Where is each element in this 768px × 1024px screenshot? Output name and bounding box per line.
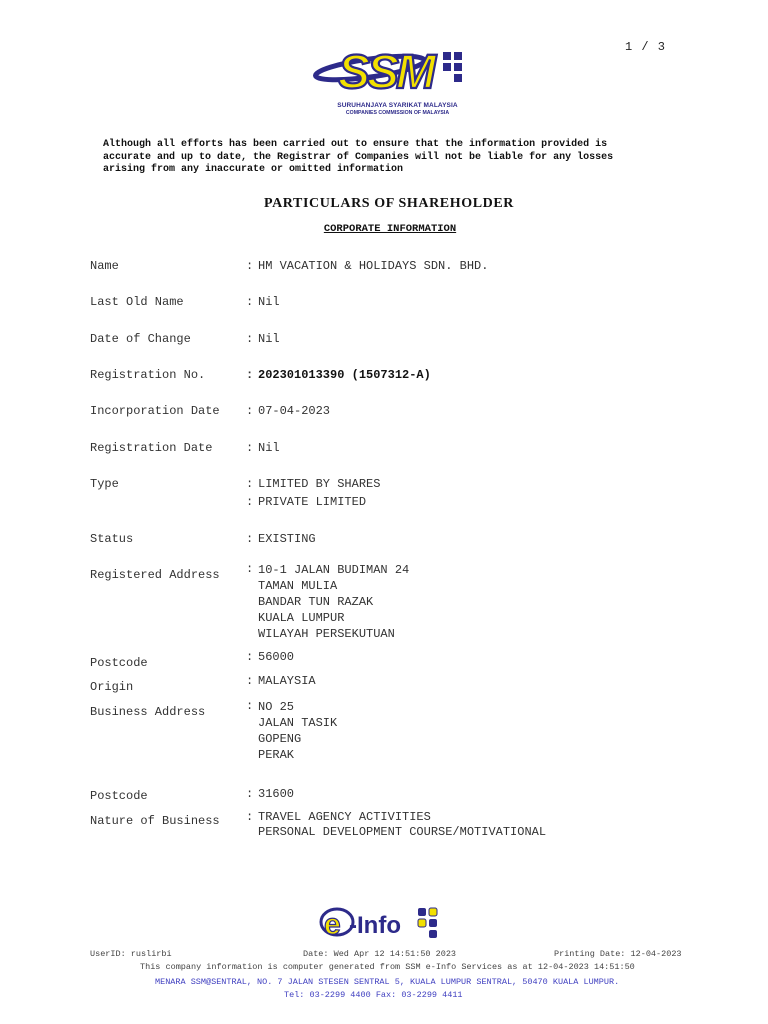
einfo-logo bbox=[318, 900, 458, 944]
footer-generated-note: This company information is computer generated from SSM e-Info Services as at 12-04-2023 14:51:50 bbox=[140, 962, 635, 972]
section-title: CORPORATE INFORMATION bbox=[323, 223, 457, 235]
address-line: KUALA LUMPUR bbox=[258, 611, 345, 625]
colon: : bbox=[246, 495, 254, 509]
footer-date: Date: Wed Apr 12 14:51:50 2023 bbox=[303, 949, 457, 959]
svg-text:e: e bbox=[324, 908, 341, 941]
disclaimer bbox=[103, 139, 663, 177]
address-line: TAMAN MULIA bbox=[258, 579, 338, 593]
colon: : bbox=[246, 404, 254, 418]
colon: : bbox=[246, 295, 254, 309]
address-line: JALAN TASIK bbox=[258, 716, 338, 730]
colon: : bbox=[246, 332, 254, 346]
svg-text:SSM: SSM bbox=[338, 46, 434, 99]
colon: : bbox=[246, 477, 254, 491]
colon: : bbox=[246, 259, 254, 273]
type-label: Type bbox=[90, 477, 119, 491]
name-label: Name bbox=[90, 259, 119, 273]
colon: : bbox=[246, 699, 254, 713]
business-address-label: Business Address bbox=[90, 705, 206, 719]
address-line: 10-1 JALAN BUDIMAN 24 bbox=[258, 563, 410, 577]
postcode-label: Postcode bbox=[90, 789, 148, 803]
address-line: NO 25 bbox=[258, 700, 295, 714]
date-of-change-label: Date of Change bbox=[90, 332, 191, 346]
address-line: PERAK bbox=[258, 748, 295, 762]
status-label: Status bbox=[90, 532, 134, 546]
registration-no-label: Registration No. bbox=[90, 368, 206, 382]
business-line: PERSONAL DEVELOPMENT COURSE/MOTIVATIONAL bbox=[258, 825, 547, 839]
colon: : bbox=[246, 674, 254, 688]
postcode-value: 56000 bbox=[258, 650, 295, 664]
svg-text:-Info: -Info bbox=[349, 912, 401, 939]
document-title: PARTICULARS OF SHAREHOLDER bbox=[263, 196, 515, 211]
footer-address: MENARA SSM@SENTRAL, NO. 7 JALAN STESEN SENTRAL 5, KUALA LUMPUR SENTRAL, 50470 KUALA LUMPUR. bbox=[155, 977, 620, 987]
colon: : bbox=[246, 532, 254, 546]
registered-address-value bbox=[258, 562, 409, 642]
colon: : bbox=[246, 562, 254, 576]
address-line: BANDAR TUN RAZAK bbox=[258, 595, 374, 609]
postcode-value: 31600 bbox=[258, 787, 295, 801]
colon: : bbox=[246, 650, 254, 664]
registration-date-label: Registration Date bbox=[90, 441, 213, 455]
last-old-name-label: Last Old Name bbox=[90, 295, 184, 309]
disclaimer-line: arising from any inaccurate or omitted information bbox=[103, 164, 404, 175]
page-number: 1 / 3 bbox=[625, 40, 667, 54]
registration-date-value: Nil bbox=[258, 441, 280, 455]
business-address-value bbox=[258, 699, 337, 763]
disclaimer-line: accurate and up to date, the Registrar of Companies will not be liable for any losses bbox=[103, 151, 614, 163]
origin-label: Origin bbox=[90, 680, 134, 694]
last-old-name-value: Nil bbox=[258, 295, 280, 309]
postcode-label: Postcode bbox=[90, 656, 148, 670]
origin-value: MALAYSIA bbox=[258, 674, 316, 688]
type-value-1: LIMITED BY SHARES bbox=[258, 477, 381, 491]
name-value: HM VACATION & HOLIDAYS SDN. BHD. bbox=[258, 259, 489, 273]
address-line: WILAYAH PERSEKUTUAN bbox=[258, 627, 395, 641]
address-line: GOPENG bbox=[258, 732, 302, 746]
footer-userid: UserID: ruslirbi bbox=[90, 949, 172, 959]
status-value: EXISTING bbox=[258, 532, 316, 546]
business-line: TRAVEL AGENCY ACTIVITIES bbox=[258, 810, 431, 824]
footer-printing-date: Printing Date: 12-04-2023 bbox=[554, 949, 682, 959]
type-value-2: PRIVATE LIMITED bbox=[258, 495, 367, 509]
colon: : bbox=[246, 810, 254, 824]
colon: : bbox=[246, 441, 254, 455]
registered-address-label: Registered Address bbox=[90, 568, 220, 582]
incorporation-date-value: 07-04-2023 bbox=[258, 404, 331, 418]
date-of-change-value: Nil bbox=[258, 332, 280, 346]
ssm-logo-line1: SURUHANJAYA SYARIKAT MALAYSIA bbox=[337, 102, 458, 109]
disclaimer-line: Although all efforts has been carried out to ensure that the information provided is bbox=[103, 139, 608, 150]
footer-contact: Tel: 03-2299 4400 Fax: 03-2299 4411 bbox=[284, 990, 463, 1000]
colon: : bbox=[246, 787, 254, 801]
ssm-logo-line2: COMPANIES COMMISSION OF MALAYSIA bbox=[345, 110, 450, 116]
nature-of-business-value bbox=[258, 810, 546, 840]
colon: : bbox=[246, 368, 254, 382]
nature-of-business-label: Nature of Business bbox=[90, 814, 220, 828]
registration-no-value: 202301013390 (1507312-A) bbox=[258, 368, 431, 382]
incorporation-date-label: Incorporation Date bbox=[90, 404, 220, 418]
